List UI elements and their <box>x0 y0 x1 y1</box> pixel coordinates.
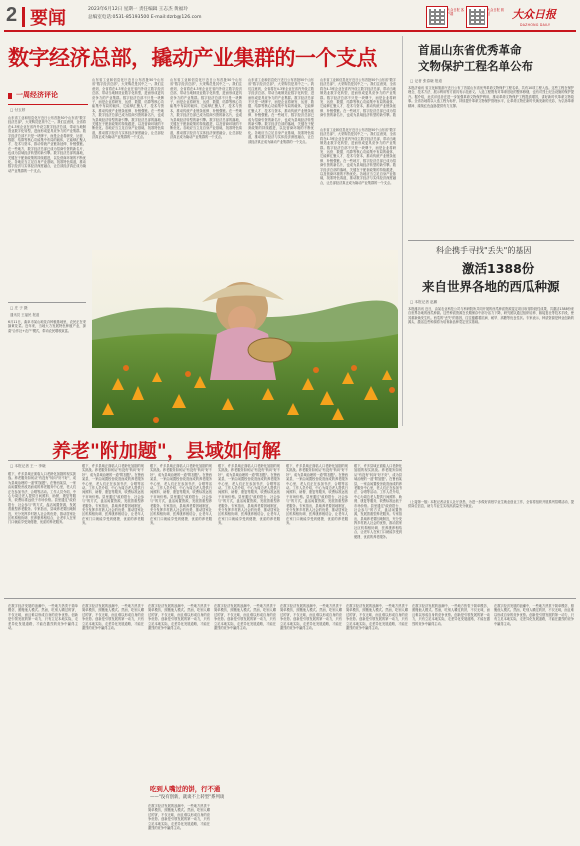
main-byline: □ 付玉婷 <box>10 108 26 112</box>
main-article-col-6: 山东省工业和信息化厅近日公布首批50个山东省"数字经济总部"，大采购员是其中之一。我们注意到，全省将在4-3家企业在省内外设立数字经济总部，带动当地制造业数字化转型，进而形成更具竞争力的产业集群。数字经济总部不只是一块牌子，而是企业将研发、运营、数据、结算等核心功能集中布局的载体，它能够汇聚人才、技术与资本，推动传统产业链条延伸、补链强链。在一些地方，数字经济总部已成为招商引资的新名片，也成为县域经济转型的新引擎。数字经济总部的落地，关键在于配套政策的持续跟进，以及营商环境的不断优化。各地应当立足自身产业基础，找准特色赛道，推动数字经济与实体经济深度融合，让总部经济真正成为撬动产业集群的一个支点。 <box>320 128 396 185</box>
lower-col-4: 在数字经济发展的浪潮中，一些地方热衷于简单模仿，照搬他人模式。然而，吃别人嚼过的饼，不仅无味，而且难以形成自身的竞争优势。创新是引领发展的第一动力，只有立足本地实际，走差异化发展道路，才能在激烈的竞争中赢得主动。 <box>214 604 276 631</box>
wechat-qr-code[interactable] <box>466 6 488 28</box>
main-article-col-5: 山东省工业和信息化厅近日公布首批50个山东省"数字经济总部"，大采购员是其中之一。我们注意到，全省将在4-3家企业在省内外设立数字经济总部，带动当地制造业数字化转型，进而形成更具竞争力的产业集群。数字经济总部不只是一块牌子，而是企业将研发、运营、数据、结算等核心功能集中布局的载体，它能够汇聚人才、技术与资本，推动传统产业链条延伸、补链强链。在一些地方，数字经济总部已成为招商引资的新名片，也成为县域经济转型的新引擎。数 <box>320 78 396 118</box>
brand-logo: 大众日报 <box>512 8 556 21</box>
masthead-rule <box>4 30 576 32</box>
lower-col-3b: 在数字经济发展的浪潮中，一些地方热衷于简单模仿，照搬他人模式。然而，吃别人嚼过的饼，不仅无味，而且难以形成自身的竞争优势。创新是引领发展的第一动力，只有立足本地实际，走差异化发展道路，才能在激烈的竞争中赢得主动。 <box>148 804 210 831</box>
feature-col-5: 眼下，许多县域正面临人口老龄化加剧的现实挑战。养老服务如何从"有没有"转向"好不好"，成为县域治理的一道"附加题"。在鲁西某县，一家由闲置校舍改造而成的养老服务中心里，老人们正在参加书法、合唱等活动。工作人员介绍，中心为周边老人提供日间照料、助餐、康复等服务，收费标准远低于市场价格。县里通过"政府搭台、社会参与"的方式，盘活闲置资源，发展普惠型养老服务。专家指出，县域养老要因地制宜，充分发挥乡村熟人社会的优势，推动居家社区机构相协调、医养康养相结合，让老年人在家门口就能享受到便捷、优质的养老服务。 <box>286 464 348 526</box>
feature-col-6: 眼下，许多县域正面临人口老龄化加剧的现实挑战。养老服务如何从"有没有"转向"好不好"，成为县域治理的一道"附加题"。在鲁西某县，一家由闲置校舍改造而成的养老服务中心里，老人们正在参加书法、合唱等活动。工作人员介绍，中心为周边老人提供日间照料、助餐、康复等服务，收费标准远低于市场价格。县里通过"政府搭台、社会参与"的方式，盘活闲置资源，发展普惠型养老服务。专家指出，县域养老要因地制宜，充分发挥乡村熟人社会的优势，推动居家社区机构相协调、医养康养相结合，让老年人在家门口就能享受到便捷、优质的养老服务。 <box>354 464 402 539</box>
masthead <box>0 0 580 40</box>
column-tag-bar <box>8 93 12 99</box>
feature-col-3: 眼下，许多县域正面临人口老龄化加剧的现实挑战。养老服务如何从"有没有"转向"好不好"，成为县域治理的一道"附加题"。在鲁西某县，一家由闲置校舍改造而成的养老服务中心里，老人们正在参加书法、合唱等活动。工作人员介绍，中心为周边老人提供日间照料、助餐、康复等服务，收费标准远低于市场价格。县里通过"政府搭台、社会参与"的方式，盘活闲置资源，发展普惠型养老服务。专家指出，县域养老要因地制宜，充分发挥乡村熟人社会的优势，推动居家社区机构相协调、医养康养相结合，让老年人在家门口就能享受到便捷、优质的养老服务。 <box>150 464 212 526</box>
right-top-body: 本报济南讯 省文化和旅游厅近日公布了首届山东省优秀革命文物保护工程名单，共有10项工程入选。这些工程在保护理念、技术方法、展示利用等方面具有示范意义。入选工程既有对革命旧址的整体修缮，也有对烈士纪念设施的保护提升。据介绍，此次评选旨在进一步加强革命文物保护利用，推动革命文物保护工程提质增效，讲好新时代革命文物故事。全省各地将以入选工程为标杆，持续提升革命文物保护管理水平，让革命文物在新时代焕发新的光彩，为弘扬革命精神、赓续红色血脉提供有力支撑。 <box>408 86 574 108</box>
photo-caption-rule <box>8 302 86 303</box>
column-tag-label: 一周经济评论 <box>16 91 58 99</box>
lower-col-8: 在数字经济发展的浪潮中，一些地方热衷于简单模仿，照搬他人模式。然而，吃别人嚼过的饼，不仅无味，而且难以形成自身的竞争优势。创新是引领发展的第一动力，只有立足本地实际，走差异化发展道路，才能在激烈的竞争中赢得主动。 <box>494 604 574 626</box>
right-divider <box>402 36 403 426</box>
section-title: 要闻 <box>30 8 66 29</box>
main-article-col-3: 山东省工业和信息化厅近日公布首批50个山东省"数字经济总部"，大采购员是其中之一。我们注意到，全省将在4-3家企业在省内外设立数字经济总部，带动当地制造业数字化转型，进而形成更具竞争力的产业集群。数字经济总部不只是一块牌子，而是企业将研发、运营、数据、结算等核心功能集中布局的载体，它能够汇聚人才、技术与资本，推动传统产业链条延伸、补链强链。在一些地方，数字经济总部已成为招商引资的新名片，也成为县域经济转型的新引擎。数字经济总部的落地，关键在于配套政策的持续跟进，以及营商环境的不断优化。各地应当立足自身产业基础，找准特色赛道，推动数字经济与实体经济深度融合，让总部经济真正成为撬动产业集群的一个支点。 <box>170 78 242 140</box>
right-top-headline-2: 文物保护工程名单公布 <box>418 59 533 73</box>
lower-col-5: 在数字经济发展的浪潮中，一些地方热衷于简单模仿，照搬他人模式。然而，吃别人嚼过的饼，不仅无味，而且难以形成自身的竞争优势。创新是引领发展的第一动力，只有立足本地实际，走差异化发展道路，才能在激烈的竞争中赢得主动。 <box>280 604 342 631</box>
page-number: 2 <box>6 4 18 26</box>
right-section-rule <box>408 240 574 241</box>
flower-field-image <box>92 250 398 428</box>
right-mid-byline: □ 本报记者 赵鹏 <box>410 300 438 304</box>
feature-byline: □ 本报记者 王一 李晓 <box>10 464 46 468</box>
feature-col-2: 眼下，许多县域正面临人口老龄化加剧的现实挑战。养老服务如何从"有没有"转向"好不好"，成为县域治理的一道"附加题"。在鲁西某县，一家由闲置校舍改造而成的养老服务中心里，老人们正在参加书法、合唱等活动。工作人员介绍，中心为周边老人提供日间照料、助餐、康复等服务，收费标准远低于市场价格。县里通过"政府搭台、社会参与"的方式，盘活闲置资源，发展普惠型养老服务。专家指出，县域养老要因地制宜，充分发挥乡村熟人社会的优势，推动居家社区机构相协调、医养康养相结合，让老年人在家门口就能享受到便捷、优质的养老服务。 <box>82 464 144 526</box>
photo-credit: □ 庄 子 摄 <box>10 306 28 310</box>
main-article-col-4: 山东省工业和信息化厅近日公布首批50个山东省"数字经济总部"，大采购员是其中之一。我们注意到，全省将在4-3家企业在省内外设立数字经济总部，带动当地制造业数字化转型，进而形成更具竞争力的产业集群。数字经济总部不只是一块牌子，而是企业将研发、运营、数据、结算等核心功能集中布局的载体，它能够汇聚人才、技术与资本，推动传统产业链条延伸、补链强链。在一些地方，数字经济总部已成为招商引资的新名片，也成为县域经济转型的新引擎。数字经济总部的落地，关键在于配套政策的持续跟进，以及营商环境的不断优化。各地应当立足自身产业基础，找准特色赛道，推动数字经济与实体经济深度融合，让总部经济真正成为撬动产业集群的一个支点。 <box>248 78 314 144</box>
lower-col-3: 在数字经济发展的浪潮中，一些地方热衷于简单模仿，照搬他人模式。然而，吃别人嚼过的饼，不仅无味，而且难以形成自身的竞争优势。创新是引领发展的第一动力，只有立足本地实际，走差异化发展道路，才能在激烈的竞争中赢得主动。 <box>148 604 210 631</box>
column-tag <box>8 90 88 102</box>
column-tag-rule <box>8 104 88 105</box>
lower-col-2: 在数字经济发展的浪潮中，一些地方热衷于简单模仿，照搬他人模式。然而，吃别人嚼过的饼，不仅无味，而且难以形成自身的竞争优势。创新是引领发展的第一动力，只有立足本地实际，走差异化发展道路，才能在激烈的竞争中赢得主动。 <box>82 604 144 631</box>
right-lower-body: （上接第一版）本报记者从省人社厅获悉，为进一步做好高校毕业生就业创业工作，全省将组织开展系列招聘活动，提供岗位信息，助力毕业生实现高质量充分就业。 <box>408 500 574 509</box>
lower-col-7: 在数字经济发展的浪潮中，一些地方热衷于简单模仿，照搬他人模式。然而，吃别人嚼过的饼，不仅无味，而且难以形成自身的竞争优势。创新是引领发展的第一动力，只有立足本地实际，走差异化发展道路，才能在激烈的竞争中赢得主动。 <box>412 604 490 626</box>
lower-subhead: ——"没有创新，就谈不上转型"系列谈 <box>150 795 225 800</box>
main-headline: 数字经济总部，撬动产业集群的一个支点 <box>8 46 377 70</box>
lower-col-6: 在数字经济发展的浪潮中，一些地方热衷于简单模仿，照搬他人模式。然而，吃别人嚼过的饼，不仅无味，而且难以形成自身的竞争优势。创新是引领发展的第一动力，只有立足本地实际，走差异化发展道路，才能在激烈的竞争中赢得主动。 <box>346 604 408 631</box>
feature-col-4: 眼下，许多县域正面临人口老龄化加剧的现实挑战。养老服务如何从"有没有"转向"好不好"，成为县域治理的一道"附加题"。在鲁西某县，一家由闲置校舍改造而成的养老服务中心里，老人们正在参加书法、合唱等活动。工作人员介绍，中心为周边老人提供日间照料、助餐、康复等服务，收费标准远低于市场价格。县里通过"政府搭台、社会参与"的方式，盘活闲置资源，发展普惠型养老服务。专家指出，县域养老要因地制宜，充分发挥乡村熟人社会的优势，推动居家社区机构相协调、医养康养相结合，让老年人在家门口就能享受到便捷、优质的养老服务。 <box>218 464 280 526</box>
photo-credit-sub: 通讯员 王福民 报道 <box>10 313 40 317</box>
lower-col-1: 在数字经济发展的浪潮中，一些地方热衷于简单模仿，照搬他人模式。然而，吃别人嚼过的饼，不仅无味，而且难以形成自身的竞争优势。创新是引领发展的第一动力，只有立足本地实际，走差异化发展道路，才能在激烈的竞争中赢得主动。 <box>8 604 78 631</box>
lower-rule <box>4 598 576 599</box>
photo-caption: 6月11日，曲阜市某山地花卉种植基地里，农民正在采摘黄花菜。近年来，当地大力发展特色种植产业，探索"合作社+农户"模式，带动农民增收致富。 <box>8 320 86 333</box>
right-mid-headline-1: 激活1388份 <box>462 261 535 276</box>
right-mid-body: 本报潍坊讯 近日，由某农业科技公司与科研院所共同开展的西瓜种质资源鉴定项目取得阶段性成果，共激活1388份来自世界各地的西瓜种源。这些种质资源在长期保存中部分活力下降，研究团队通过组织培养、嫁接复壮等技术手段，使其重新焕发生机。西瓜的"丢失"的基因，往往蕴藏着抗病、耐旱、高糖等优良性状。专家表示，种质资源是种业创新的源头，激活这些种源将为培育新品种奠定坚实基础。 <box>408 307 574 325</box>
lower-headline: 吃到人嘴过的饼，行不通 <box>150 785 221 793</box>
app-qr-label: 大众日报 客户端 <box>447 8 464 16</box>
right-top-byline: □ 记者 张春晓 报道 <box>410 79 442 83</box>
feature-photo <box>92 250 398 428</box>
feature-rule <box>8 460 402 461</box>
feature-headline: 养老"附加题"，县域如何解 <box>52 440 281 462</box>
right-mid-headline-2: 来自世界各地的西瓜种源 <box>422 279 560 294</box>
app-qr-code[interactable] <box>426 6 448 28</box>
main-article-col-2: 山东省工业和信息化厅近日公布首批50个山东省"数字经济总部"，大采购员是其中之一。我们注意到，全省将在4-3家企业在省内外设立数字经济总部，带动当地制造业数字化转型，进而形成更具竞争力的产业集群。数字经济总部不只是一块牌子，而是企业将研发、运营、数据、结算等核心功能集中布局的载体，它能够汇聚人才、技术与资本，推动传统产业链条延伸、补链强链。在一些地方，数字经济总部已成为招商引资的新名片，也成为县域经济转型的新引擎。数字经济总部的落地，关键在于配套政策的持续跟进，以及营商环境的不断优化。各地应当立足自身产业基础，找准特色赛道，推动数字经济与实体经济深度融合，让总部经济真正成为撬动产业集群的一个支点。 <box>92 78 164 140</box>
page-number-bar <box>22 7 25 27</box>
wechat-qr-label: 大众日报 微信 <box>487 8 504 16</box>
date-line: 2023年6月12日 星期一 责任编辑 王志杰 黄福玲 <box>88 7 188 12</box>
phone-line: 总编室电话:0531-85193500 E-mail:dzrb@126.com <box>88 15 202 20</box>
brand-sub: DAZHONG DAILY <box>520 23 551 27</box>
main-article-col-1: 山东省工业和信息化厅近日公布首批50个山东省"数字经济总部"，大采购员是其中之一。我们注意到，全省将在4-3家企业在省内外设立数字经济总部，带动当地制造业数字化转型，进而形成更具竞争力的产业集群。数字经济总部不只是一块牌子，而是企业将研发、运营、数据、结算等核心功能集中布局的载体，它能够汇聚人才、技术与资本，推动传统产业链条延伸、补链强链。在一些地方，数字经济总部已成为招商引资的新名片，也成为县域经济转型的新引擎。数字经济总部的落地，关键在于配套政策的持续跟进，以及营商环境的不断优化。各地应当立足自身产业基础，找准特色赛道，推动数字经济与实体经济深度融合，让总部经济真正成为撬动产业集群的一个支点。 <box>8 116 86 173</box>
right-mid-kicker: 科企携手寻找"丢失"的基因 <box>436 246 532 255</box>
feature-col-1: 眼下，许多县域正面临人口老龄化加剧的现实挑战。养老服务如何从"有没有"转向"好不好"，成为县域治理的一道"附加题"。在鲁西某县，一家由闲置校舍改造而成的养老服务中心里，老人们正在参加书法、合唱等活动。工作人员介绍，中心为周边老人提供日间照料、助餐、康复等服务，收费标准远低于市场价格。县里通过"政府搭台、社会参与"的方式，盘活闲置资源，发展普惠型养老服务。专家指出，县域养老要因地制宜，充分发挥乡村熟人社会的优势，推动居家社区机构相协调、医养康养相结合，让老年人在家门口就能享受到便捷、优质的养老服务。 <box>8 472 76 525</box>
right-top-headline-1: 首届山东省优秀革命 <box>418 43 522 57</box>
